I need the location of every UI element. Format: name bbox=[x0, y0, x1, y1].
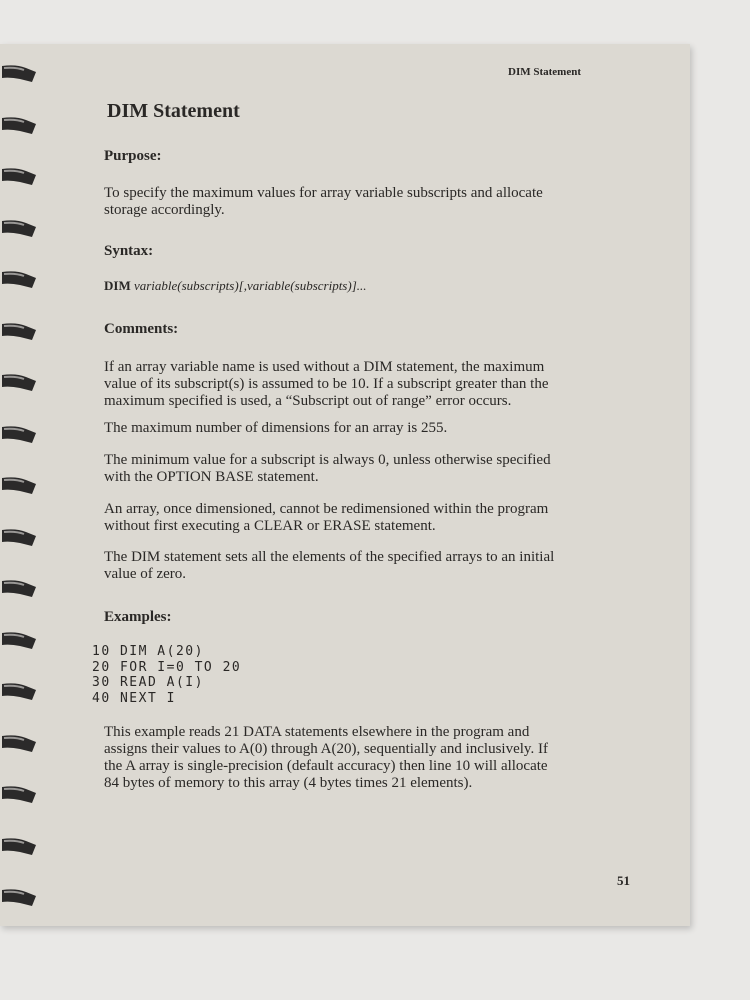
spiral-ring bbox=[2, 835, 38, 857]
spiral-ring bbox=[2, 886, 38, 908]
comments-heading: Comments: bbox=[104, 321, 179, 337]
spiral-ring bbox=[2, 629, 38, 651]
spiral-ring bbox=[2, 217, 38, 239]
examples-heading: Examples: bbox=[104, 609, 172, 625]
page-title: DIM Statement bbox=[107, 100, 240, 122]
running-header: DIM Statement bbox=[508, 66, 582, 78]
example-code: 10 DIM A(20) 20 FOR I=0 TO 20 30 READ A(I) 40 NEXT I bbox=[92, 644, 242, 706]
comment-paragraph: An array, once dimensioned, cannot be redimensioned within the program without first executing a CLEAR or ERASE statement. bbox=[104, 501, 549, 534]
purpose-text: To specify the maximum values for array variable subscripts and allocate storage accordingly. bbox=[104, 185, 543, 218]
spiral-ring bbox=[2, 268, 38, 290]
examples-text: This example reads 21 DATA statements elsewhere in the program and assigns their values to A(0) through A(20), sequentially and inclusively. If the A array is single-precision (default accuracy) then line 10 will allocate 84 bytes of memory to this array (4 bytes times 21 elements). bbox=[104, 724, 548, 791]
syntax-heading: Syntax: bbox=[104, 243, 154, 259]
spiral-ring bbox=[2, 165, 38, 187]
spiral-ring bbox=[2, 423, 38, 445]
syntax-keyword: DIM bbox=[104, 278, 131, 293]
spiral-ring bbox=[2, 320, 38, 342]
spiral-ring bbox=[2, 526, 38, 548]
comment-paragraph: The maximum number of dimensions for an array is 255. bbox=[104, 420, 448, 436]
syntax-line bbox=[104, 277, 367, 294]
purpose-heading: Purpose: bbox=[104, 148, 162, 164]
spiral-ring bbox=[2, 783, 38, 805]
syntax-args: variable(subscripts)[,variable(subscripts)]... bbox=[133, 278, 367, 293]
spiral-ring bbox=[2, 680, 38, 702]
comment-paragraph: If an array variable name is used without a DIM statement, the maximum value of its subscript(s) is assumed to be 10. If a subscript greater than the maximum specified is used, a “Subscript out of range” error occurs. bbox=[104, 359, 549, 409]
spiral-ring bbox=[2, 371, 38, 393]
spiral-ring bbox=[2, 62, 38, 84]
spiral-ring bbox=[2, 114, 38, 136]
page-number: 51 bbox=[617, 873, 630, 888]
spiral-ring bbox=[2, 577, 38, 599]
spiral-ring bbox=[2, 732, 38, 754]
comment-paragraph: The minimum value for a subscript is always 0, unless otherwise specified with the OPTION BASE statement. bbox=[104, 452, 551, 485]
spiral-ring bbox=[2, 474, 38, 496]
comment-paragraph: The DIM statement sets all the elements of the specified arrays to an initial value of zero. bbox=[104, 549, 555, 582]
